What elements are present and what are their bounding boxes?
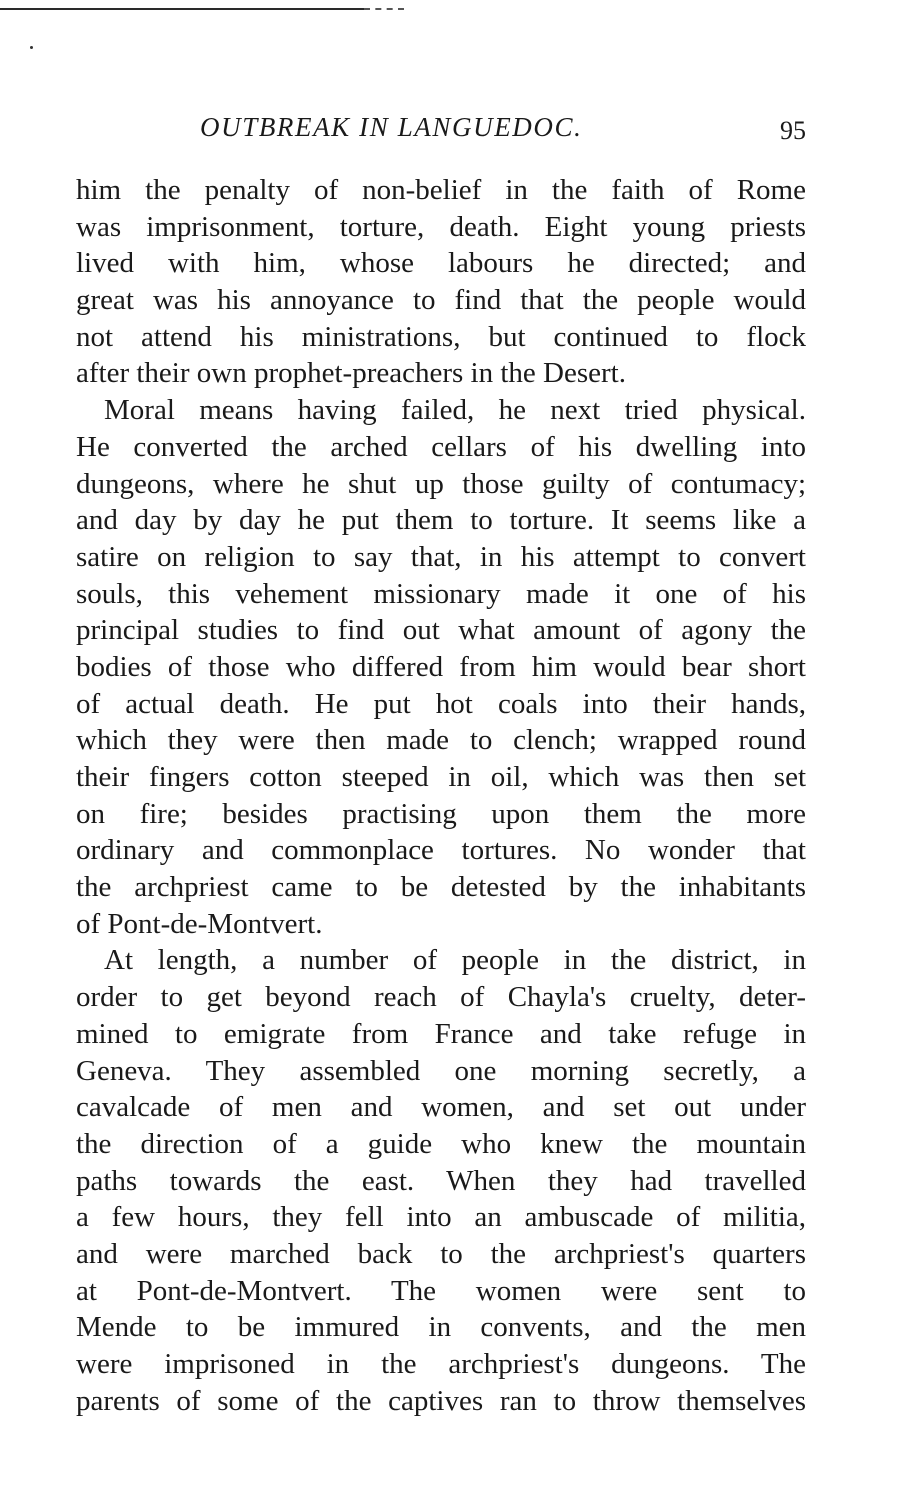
text-line: At length, a number of people in the district, in [104, 944, 806, 977]
text-line: Geneva. They assembled one morning secretly, a [76, 1054, 806, 1087]
paragraph-3 [76, 942, 806, 1419]
text-line: Mende to be immured in convents, and the men [76, 1311, 806, 1344]
text-line: great was his annoyance to find that the people would [76, 284, 806, 317]
text-line: lived with him, whose labours he directed; and [76, 247, 806, 280]
text-line: a few hours, they fell into an ambuscade of militia, [76, 1201, 806, 1234]
text-line: Moral means having failed, he next tried physical. [104, 394, 806, 427]
text-line: their fingers cotton steeped in oil, which was then set [76, 761, 806, 793]
text-line: souls, this vehement missionary made it one of his [76, 577, 806, 610]
text-line: the archpriest came to be detested by the inhabitants [76, 871, 806, 904]
running-head [76, 112, 806, 148]
text-line: order to get beyond reach of Chayla's cruelty, deter- [76, 981, 806, 1014]
running-title: OUTBREAK IN LANGUEDOC. [200, 112, 583, 142]
text-line: satire on religion to say that, in his attempt to convert [76, 540, 806, 573]
text-line: was imprisonment, torture, death. Eight young priests [76, 210, 806, 243]
text-line: bodies of those who differed from him would bear short [76, 650, 806, 683]
text-line: He converted the arched cellars of his dwelling into [76, 430, 806, 463]
text-line: which they were then made to clench; wrapped round [76, 724, 806, 757]
text-line: of Pont-de-Montvert. [76, 907, 323, 940]
paragraph-2 [76, 392, 806, 942]
text-line: parents of some of the captives ran to throw themselves [76, 1384, 806, 1417]
page-number: 95 [780, 116, 806, 145]
text-line: the direction of a guide who knew the mountain [76, 1127, 806, 1160]
text-line: on fire; besides practising upon them the more [76, 797, 806, 830]
scan-top-rule-tail [364, 8, 404, 10]
text-line: after their own prophet-preachers in the Desert. [76, 357, 626, 390]
body-text [76, 172, 806, 1419]
text-line: ordinary and commonplace tortures. No wonder that [76, 834, 806, 867]
text-line: cavalcade of men and women, and set out under [76, 1091, 806, 1124]
text-line: principal studies to find out what amount of agony the [76, 614, 806, 647]
scan-top-rule [0, 8, 364, 10]
text-line: mined to emigrate from France and take refuge in [76, 1017, 806, 1050]
text-line: at Pont-de-Montvert. The women were sent to [76, 1274, 806, 1307]
text-line: and were marched back to the archpriest's quarters [76, 1237, 806, 1270]
text-line: him the penalty of non-belief in the faith of Rome [76, 174, 806, 206]
paragraph-1 [76, 172, 806, 392]
text-line: paths towards the east. When they had travelled [76, 1164, 806, 1197]
text-line: and day by day he put them to torture. It seems like a [76, 504, 806, 537]
text-line: were imprisoned in the archpriest's dungeons. The [76, 1348, 806, 1380]
scan-speck [30, 46, 33, 49]
text-line: not attend his ministrations, but continued to flock [76, 320, 806, 353]
text-line: dungeons, where he shut up those guilty of contumacy; [76, 467, 806, 500]
text-line: of actual death. He put hot coals into their hands, [76, 687, 806, 720]
